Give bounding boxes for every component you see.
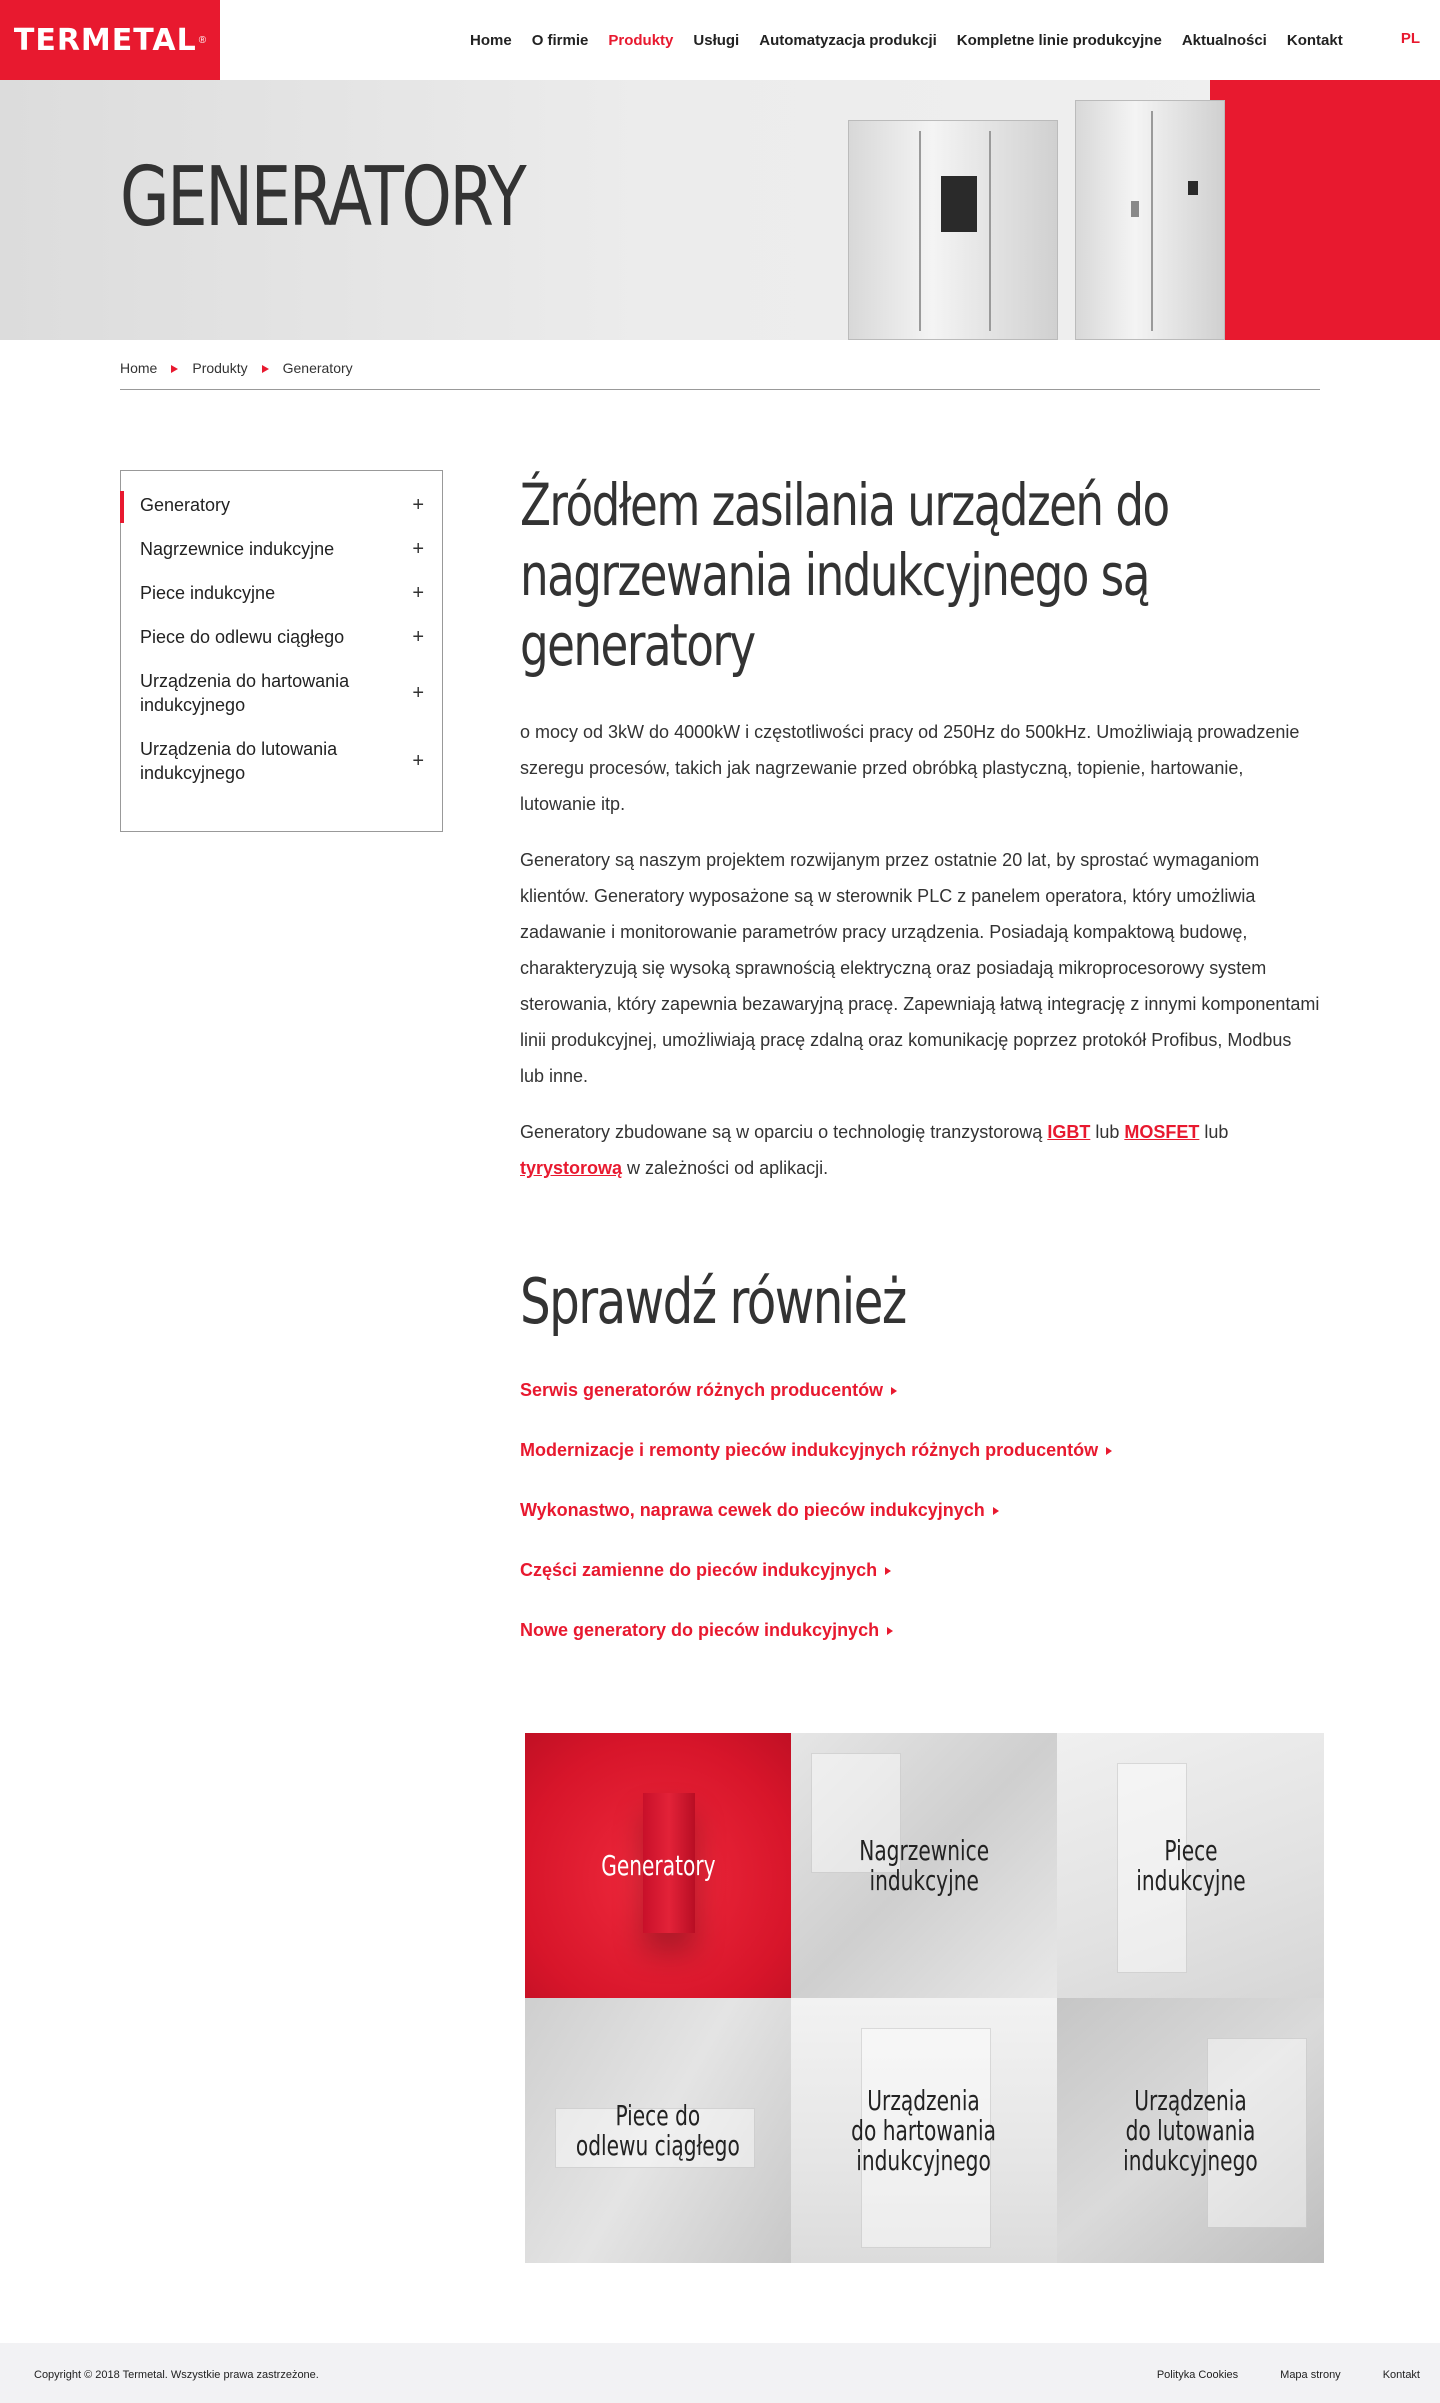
expand-plus-icon[interactable]: +	[412, 750, 424, 772]
nav-kompletne-linie[interactable]: Kompletne linie produkcyjne	[956, 31, 1162, 49]
see-also-link[interactable]	[520, 1560, 1112, 1582]
nav-uslugi[interactable]: Usługi	[693, 31, 740, 49]
text-segment: lub	[1090, 1122, 1125, 1142]
product-sidebar	[120, 470, 443, 832]
main-heading: Źródłem zasilania urządzeń do nagrzewania indukcyjnego są generatory	[520, 471, 1169, 679]
tile-piece-odlewu[interactable]	[525, 1998, 791, 2263]
sidebar-item-generatory[interactable]	[121, 483, 442, 527]
termetal-logo[interactable]	[0, 0, 220, 80]
logo-registered-mark: ®	[198, 34, 207, 46]
expand-plus-icon[interactable]: +	[412, 626, 424, 648]
mosfet-link[interactable]: MOSFET	[1124, 1122, 1200, 1142]
breadcrumb-home[interactable]: Home	[120, 360, 158, 376]
arrow-right-icon	[887, 1627, 893, 1635]
sidebar-item-label: Piece indukcyjne	[140, 583, 276, 603]
arrow-right-icon	[1106, 1447, 1112, 1455]
main-nav	[460, 0, 1353, 80]
expand-plus-icon[interactable]: +	[412, 582, 424, 604]
cabinet-label	[1188, 181, 1198, 195]
logo-text: TERMETAL	[13, 22, 197, 58]
expand-plus-icon[interactable]: +	[412, 494, 424, 516]
cabinet-control-panel	[941, 176, 977, 232]
see-also-heading: Sprawdź również	[520, 1265, 906, 1338]
tile-label: Urządzenia do lutowania indukcyjnego	[1123, 2083, 1258, 2177]
sidebar-item-label: Urządzenia do hartowania indukcyjnego	[140, 671, 350, 715]
see-also-link[interactable]	[520, 1380, 1112, 1402]
footer-link-contact[interactable]: Kontakt	[1382, 2369, 1420, 2381]
generator-cabinet-image	[1075, 100, 1225, 340]
sidebar-item-hartowanie[interactable]	[121, 659, 442, 727]
text-segment: Generatory zbudowane są w oparciu o technologię tranzystorową	[520, 1122, 1048, 1142]
sidebar-item-nagrzewnice[interactable]	[121, 527, 442, 571]
breadcrumb-produkty[interactable]: Produkty	[192, 360, 248, 376]
text-segment: lub	[1199, 1122, 1229, 1142]
expand-plus-icon[interactable]: +	[412, 538, 424, 560]
sidebar-item-lutowanie[interactable]	[121, 727, 442, 795]
link-label: Wykonastwo, naprawa cewek do pieców indukcyjnych	[520, 1500, 985, 1520]
cabinet-door-seam	[989, 131, 991, 331]
igbt-link[interactable]: IGBT	[1047, 1122, 1091, 1142]
intro-paragraph: o mocy od 3kW do 4000kW i częstotliwości pracy od 250Hz do 500kHz. Umożliwiają prowadzenie szeregu procesów, takich jak nagrzewanie przed obróbką plastyczną, topienie, hartowanie, lutowanie itp.	[520, 722, 1300, 814]
tile-label: Piece do odlewu ciągłego	[576, 2098, 740, 2162]
see-also-link[interactable]	[520, 1620, 1112, 1642]
nav-produkty[interactable]: Produkty	[608, 31, 674, 49]
breadcrumb-arrow-icon	[171, 365, 178, 373]
see-also-links	[520, 1380, 1112, 1680]
main-content	[520, 470, 1320, 1186]
text-segment: w zależności od aplikacji.	[622, 1158, 829, 1178]
expand-plus-icon[interactable]: +	[412, 682, 424, 704]
copyright-text: Copyright © 2018 Termetal. Wszystkie prawa zastrzeżone.	[34, 2369, 319, 2381]
sidebar-item-label: Urządzenia do lutowania indukcyjnego	[140, 739, 338, 783]
tyrystorowa-link[interactable]: tyrystorową	[520, 1158, 623, 1178]
arrow-right-icon	[993, 1507, 999, 1515]
tile-label: Nagrzewnice indukcyjne	[859, 1833, 989, 1897]
nav-o-firmie[interactable]: O firmie	[531, 31, 589, 49]
nav-aktualnosci[interactable]: Aktualności	[1181, 31, 1267, 49]
sidebar-item-label: Piece do odlewu ciągłego	[140, 627, 345, 647]
breadcrumb	[120, 360, 1320, 390]
technology-paragraph	[520, 1114, 1320, 1186]
tile-nagrzewnice[interactable]	[791, 1733, 1057, 1998]
nav-home[interactable]: Home	[470, 31, 512, 49]
sidebar-item-label: Generatory	[140, 495, 231, 515]
tile-label: Urządzenia do hartowania indukcyjnego	[851, 2083, 997, 2177]
tile-generatory[interactable]	[525, 1733, 791, 1998]
language-switch[interactable]: PL	[1400, 30, 1420, 47]
sidebar-item-piece[interactable]	[121, 571, 442, 615]
link-label: Nowe generatory do pieców indukcyjnych	[520, 1620, 880, 1640]
tile-label: Piece indukcyjne	[1135, 1833, 1246, 1897]
description-paragraph: Generatory są naszym projektem rozwijanym przez ostatnie 20 lat, by sprostać wymaganiom klientów. Generatory wyposażone są w sterownik PLC z panelem operatora, który umożliwia zadawanie i monitorowanie parametrów pracy urządzenia. Posiadają kompaktową budowę, charakteryzują się wysoką sprawnością elektryczną oraz posiadają mikroprocesorowy system sterowania, który zapewnia bezawaryjną pracę. Zapewniają łatwą integrację z innymi komponentami linii produkcyjnej, umożliwiają pracę zdalną oraz komunikację poprzez protokół Profibus, Modbus lub inne.	[520, 850, 1320, 1086]
breadcrumb-arrow-icon	[262, 365, 269, 373]
link-label: Części zamienne do pieców indukcyjnych	[520, 1560, 878, 1580]
sidebar-item-piece-odlewu[interactable]	[121, 615, 442, 659]
site-header	[0, 0, 1440, 80]
generator-cabinet-image	[848, 120, 1058, 340]
link-label: Serwis generatorów różnych producentów	[520, 1380, 884, 1400]
tile-label: Generatory	[600, 1848, 716, 1882]
tile-hartowanie[interactable]	[791, 1998, 1057, 2263]
cabinet-door-seam	[919, 131, 921, 331]
arrow-right-icon	[891, 1387, 897, 1395]
link-label: Modernizacje i remonty pieców indukcyjnych różnych producentów	[520, 1440, 1099, 1460]
footer-link-cookies[interactable]: Polityka Cookies	[1156, 2369, 1239, 2381]
cabinet-door-seam	[1151, 111, 1153, 331]
hero-red-accent	[1210, 80, 1440, 340]
cabinet-handle	[1131, 201, 1139, 217]
footer-links	[1115, 2369, 1420, 2381]
nav-kontakt[interactable]: Kontakt	[1286, 31, 1343, 49]
nav-automatyzacja[interactable]: Automatyzacja produkcji	[759, 31, 937, 49]
see-also-link[interactable]	[520, 1500, 1112, 1522]
page-title: GENERATORY	[120, 150, 525, 245]
sidebar-item-label: Nagrzewnice indukcyjne	[140, 539, 335, 559]
tile-lutowanie[interactable]	[1057, 1998, 1324, 2263]
category-tiles	[525, 1733, 1324, 2263]
tile-piece[interactable]	[1057, 1733, 1324, 1998]
see-also-link[interactable]	[520, 1440, 1112, 1462]
hero-banner	[0, 80, 1440, 340]
site-footer	[0, 2343, 1440, 2403]
footer-link-sitemap[interactable]: Mapa strony	[1280, 2369, 1341, 2381]
arrow-right-icon	[885, 1567, 891, 1575]
breadcrumb-current: Generatory	[282, 360, 353, 376]
